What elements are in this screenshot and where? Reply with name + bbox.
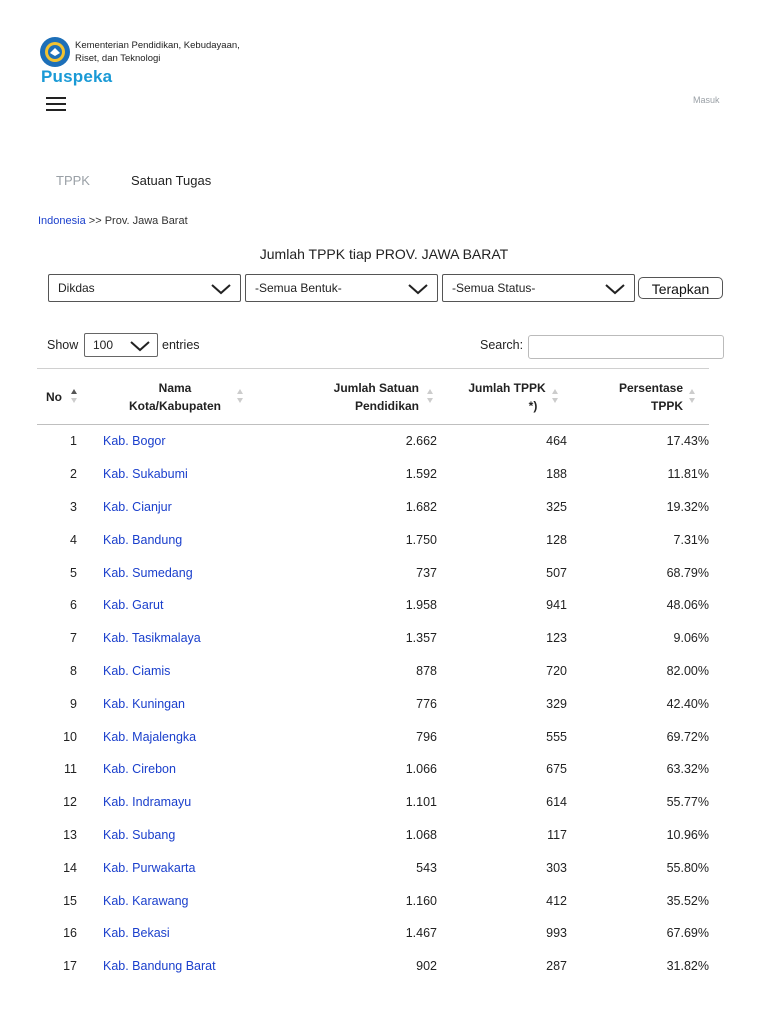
row-jumlah-tppk-cell: 555 bbox=[546, 729, 567, 744]
row-persentase-cell: 42.40% bbox=[666, 696, 709, 711]
tab-satuan-tugas[interactable]: Satuan Tugas bbox=[131, 173, 212, 188]
row-jumlah-tppk-cell: 941 bbox=[546, 598, 567, 613]
table-row bbox=[37, 589, 709, 622]
region-link[interactable]: Kab. Sukabumi bbox=[103, 467, 188, 482]
bentuk-select-value: -Semua Bentuk- bbox=[255, 281, 342, 295]
column-header-label: Nama bbox=[158, 380, 192, 395]
column-header-jumlah-satuan[interactable] bbox=[255, 369, 437, 425]
column-header-label: Kota/Kabupaten bbox=[128, 398, 221, 413]
row-jumlah-satuan-cell: 2.662 bbox=[405, 434, 437, 449]
row-jumlah-satuan-cell: 1.068 bbox=[405, 827, 437, 842]
sort-ascending-icon bbox=[70, 387, 78, 405]
region-link[interactable]: Kab. Bogor bbox=[103, 434, 166, 449]
row-jumlah-tppk-cell: 507 bbox=[546, 565, 567, 580]
page-title: Jumlah TPPK tiap PROV. JAWA BARAT bbox=[259, 246, 509, 262]
brand-name[interactable]: Puspeka bbox=[41, 67, 113, 86]
entries-label: entries bbox=[162, 338, 200, 352]
row-number-cell: 13 bbox=[63, 827, 77, 842]
row-number-cell: 16 bbox=[63, 926, 77, 941]
row-name-cell bbox=[95, 556, 255, 589]
row-persentase-cell: 35.52% bbox=[666, 893, 709, 908]
table-row bbox=[37, 655, 709, 688]
row-persentase-cell: 55.77% bbox=[666, 795, 709, 810]
row-number-cell: 14 bbox=[63, 860, 77, 875]
row-jumlah-satuan-cell: 737 bbox=[416, 565, 437, 580]
tab-tppk[interactable]: TPPK bbox=[56, 173, 90, 188]
table-row bbox=[37, 950, 709, 983]
table-row bbox=[37, 491, 709, 524]
menu-icon[interactable] bbox=[46, 96, 68, 112]
column-header-persentase[interactable] bbox=[567, 369, 709, 425]
table-row bbox=[37, 425, 709, 458]
row-jumlah-tppk-cell: 128 bbox=[546, 532, 567, 547]
entries-select[interactable] bbox=[84, 333, 158, 357]
row-persentase-cell: 7.31% bbox=[673, 532, 709, 547]
column-header-no[interactable] bbox=[37, 369, 95, 425]
region-link[interactable]: Kab. Kuningan bbox=[103, 696, 186, 711]
row-name-cell bbox=[95, 589, 255, 622]
status-select[interactable] bbox=[442, 274, 635, 302]
login-link[interactable]: Masuk bbox=[693, 95, 720, 105]
chevron-down-icon bbox=[129, 339, 151, 353]
row-number-cell: 3 bbox=[70, 499, 77, 514]
row-jumlah-tppk-cell: 188 bbox=[546, 467, 567, 482]
table-row bbox=[37, 523, 709, 556]
row-number-cell: 5 bbox=[70, 565, 77, 580]
region-link[interactable]: Kab. Bandung Barat bbox=[103, 959, 216, 974]
row-number-cell: 10 bbox=[63, 729, 77, 744]
row-jumlah-tppk-cell: 675 bbox=[546, 762, 567, 777]
table-row bbox=[37, 720, 709, 753]
row-persentase-cell: 10.96% bbox=[666, 827, 709, 842]
table-row bbox=[37, 884, 709, 917]
row-number-cell: 4 bbox=[70, 532, 77, 547]
jenjang-select-value: Dikdas bbox=[58, 281, 95, 295]
row-jumlah-satuan-cell: 1.066 bbox=[405, 762, 437, 777]
row-name-cell bbox=[95, 491, 255, 524]
row-jumlah-satuan-cell: 1.467 bbox=[405, 926, 437, 941]
column-header-nama[interactable] bbox=[95, 369, 255, 425]
table-body bbox=[37, 425, 709, 983]
breadcrumb-root-link[interactable]: Indonesia bbox=[38, 215, 86, 227]
breadcrumb-separator: >> bbox=[88, 215, 102, 227]
row-jumlah-satuan-cell: 1.160 bbox=[405, 893, 437, 908]
region-link[interactable]: Kab. Bekasi bbox=[103, 926, 170, 941]
row-number-cell: 17 bbox=[63, 959, 77, 974]
row-persentase-cell: 55.80% bbox=[666, 860, 709, 875]
region-link[interactable]: Kab. Garut bbox=[103, 598, 164, 613]
row-jumlah-tppk-cell: 287 bbox=[546, 959, 567, 974]
region-link[interactable]: Kab. Bandung bbox=[103, 532, 183, 547]
row-jumlah-tppk-cell: 412 bbox=[546, 893, 567, 908]
row-persentase-cell: 63.32% bbox=[666, 762, 709, 777]
row-jumlah-tppk-cell: 614 bbox=[546, 795, 567, 810]
row-name-cell bbox=[95, 425, 255, 458]
row-name-cell bbox=[95, 458, 255, 491]
row-name-cell bbox=[95, 884, 255, 917]
region-link[interactable]: Kab. Sumedang bbox=[103, 565, 193, 580]
row-jumlah-tppk-cell: 123 bbox=[546, 631, 567, 646]
row-persentase-cell: 48.06% bbox=[666, 598, 709, 613]
row-jumlah-satuan-cell: 1.592 bbox=[405, 467, 437, 482]
chevron-down-icon bbox=[210, 282, 232, 296]
jenjang-select[interactable] bbox=[48, 274, 241, 302]
row-jumlah-satuan-cell: 776 bbox=[416, 696, 437, 711]
row-persentase-cell: 67.69% bbox=[666, 926, 709, 941]
row-persentase-cell: 82.00% bbox=[666, 663, 709, 678]
sort-icon bbox=[426, 387, 434, 405]
region-link[interactable]: Kab. Cirebon bbox=[103, 762, 176, 777]
ministry-name-line2: Riset, dan Teknologi bbox=[75, 53, 161, 64]
row-persentase-cell: 31.82% bbox=[666, 959, 709, 974]
row-name-cell bbox=[95, 917, 255, 950]
entries-select-value: 100 bbox=[93, 338, 114, 352]
row-number-cell: 15 bbox=[63, 893, 77, 908]
column-header-label: Jumlah TPPK bbox=[468, 380, 546, 395]
row-name-cell bbox=[95, 851, 255, 884]
apply-button[interactable]: Terapkan bbox=[638, 277, 723, 299]
chevron-down-icon bbox=[604, 282, 626, 296]
table-row bbox=[37, 556, 709, 589]
row-jumlah-tppk-cell: 993 bbox=[546, 926, 567, 941]
table-row bbox=[37, 687, 709, 720]
row-number-cell: 7 bbox=[70, 631, 77, 646]
row-persentase-cell: 11.81% bbox=[667, 467, 709, 482]
sort-icon bbox=[551, 387, 559, 405]
table-row bbox=[37, 917, 709, 950]
show-label: Show bbox=[47, 338, 79, 352]
column-header-jumlah-tppk[interactable] bbox=[437, 369, 567, 425]
region-link[interactable]: Kab. Ciamis bbox=[103, 663, 171, 678]
ministry-name bbox=[75, 39, 295, 65]
search-label: Search: bbox=[480, 338, 524, 352]
row-persentase-cell: 69.72% bbox=[666, 729, 709, 744]
table-row bbox=[37, 851, 709, 884]
row-jumlah-satuan-cell: 543 bbox=[416, 860, 437, 875]
breadcrumb bbox=[38, 215, 188, 227]
row-name-cell bbox=[95, 655, 255, 688]
ministry-name-line1: Kementerian Pendidikan, Kebudayaan, bbox=[75, 40, 240, 51]
table-row bbox=[37, 458, 709, 491]
row-jumlah-tppk-cell: 303 bbox=[546, 860, 567, 875]
table-row bbox=[37, 819, 709, 852]
row-jumlah-tppk-cell: 325 bbox=[546, 499, 567, 514]
breadcrumb-current: Prov. Jawa Barat bbox=[104, 215, 188, 227]
row-persentase-cell: 9.06% bbox=[673, 631, 709, 646]
column-header-label: *) bbox=[528, 398, 538, 413]
row-jumlah-tppk-cell: 117 bbox=[547, 827, 567, 842]
column-header-label: Jumlah Satuan bbox=[333, 380, 419, 395]
column-header-label: Persentase bbox=[618, 380, 683, 395]
sort-icon bbox=[688, 387, 696, 405]
row-name-cell bbox=[95, 786, 255, 819]
row-number-cell: 8 bbox=[70, 663, 77, 678]
row-name-cell bbox=[95, 819, 255, 852]
table-row bbox=[37, 622, 709, 655]
region-link[interactable]: Kab. Majalengka bbox=[103, 729, 197, 744]
tppk-table bbox=[37, 368, 709, 983]
row-jumlah-tppk-cell: 329 bbox=[546, 696, 567, 711]
row-name-cell bbox=[95, 523, 255, 556]
column-header-label: TPPK bbox=[650, 398, 683, 413]
region-link[interactable]: Kab. Tasikmalaya bbox=[103, 631, 201, 646]
region-link[interactable]: Kab. Karawang bbox=[103, 893, 189, 908]
region-link[interactable]: Kab. Indramayu bbox=[103, 795, 192, 810]
sort-icon bbox=[236, 387, 244, 405]
table-row bbox=[37, 753, 709, 786]
row-persentase-cell: 17.43% bbox=[666, 434, 709, 449]
row-jumlah-satuan-cell: 1.682 bbox=[405, 499, 437, 514]
ministry-emblem-icon bbox=[40, 37, 70, 67]
region-link[interactable]: Kab. Subang bbox=[103, 827, 176, 842]
row-number-cell: 11 bbox=[64, 762, 77, 777]
bentuk-select[interactable] bbox=[245, 274, 438, 302]
row-number-cell: 2 bbox=[70, 467, 77, 482]
row-name-cell bbox=[95, 950, 255, 983]
status-select-value: -Semua Status- bbox=[452, 281, 536, 295]
row-name-cell bbox=[95, 687, 255, 720]
column-header-label: Pendidikan bbox=[354, 398, 419, 413]
column-header-label: No bbox=[46, 389, 62, 404]
row-jumlah-tppk-cell: 720 bbox=[546, 663, 567, 678]
region-link[interactable]: Kab. Purwakarta bbox=[103, 860, 196, 875]
row-jumlah-satuan-cell: 1.101 bbox=[405, 795, 437, 810]
row-name-cell bbox=[95, 720, 255, 753]
row-jumlah-satuan-cell: 878 bbox=[416, 663, 437, 678]
row-name-cell bbox=[95, 622, 255, 655]
row-jumlah-satuan-cell: 1.357 bbox=[405, 631, 437, 646]
table-header-row bbox=[37, 369, 709, 425]
chevron-down-icon bbox=[407, 282, 429, 296]
row-number-cell: 6 bbox=[70, 598, 77, 613]
row-number-cell: 9 bbox=[70, 696, 77, 711]
row-jumlah-satuan-cell: 1.958 bbox=[405, 598, 437, 613]
row-name-cell bbox=[95, 753, 255, 786]
row-jumlah-satuan-cell: 1.750 bbox=[405, 532, 437, 547]
row-persentase-cell: 68.79% bbox=[666, 565, 709, 580]
search-input[interactable] bbox=[528, 335, 724, 359]
region-link[interactable]: Kab. Cianjur bbox=[103, 499, 172, 514]
row-number-cell: 12 bbox=[63, 795, 77, 810]
row-jumlah-satuan-cell: 902 bbox=[416, 959, 437, 974]
row-jumlah-tppk-cell: 464 bbox=[546, 434, 567, 449]
row-number-cell: 1 bbox=[70, 434, 77, 449]
row-persentase-cell: 19.32% bbox=[666, 499, 709, 514]
table-row bbox=[37, 786, 709, 819]
row-jumlah-satuan-cell: 796 bbox=[416, 729, 437, 744]
